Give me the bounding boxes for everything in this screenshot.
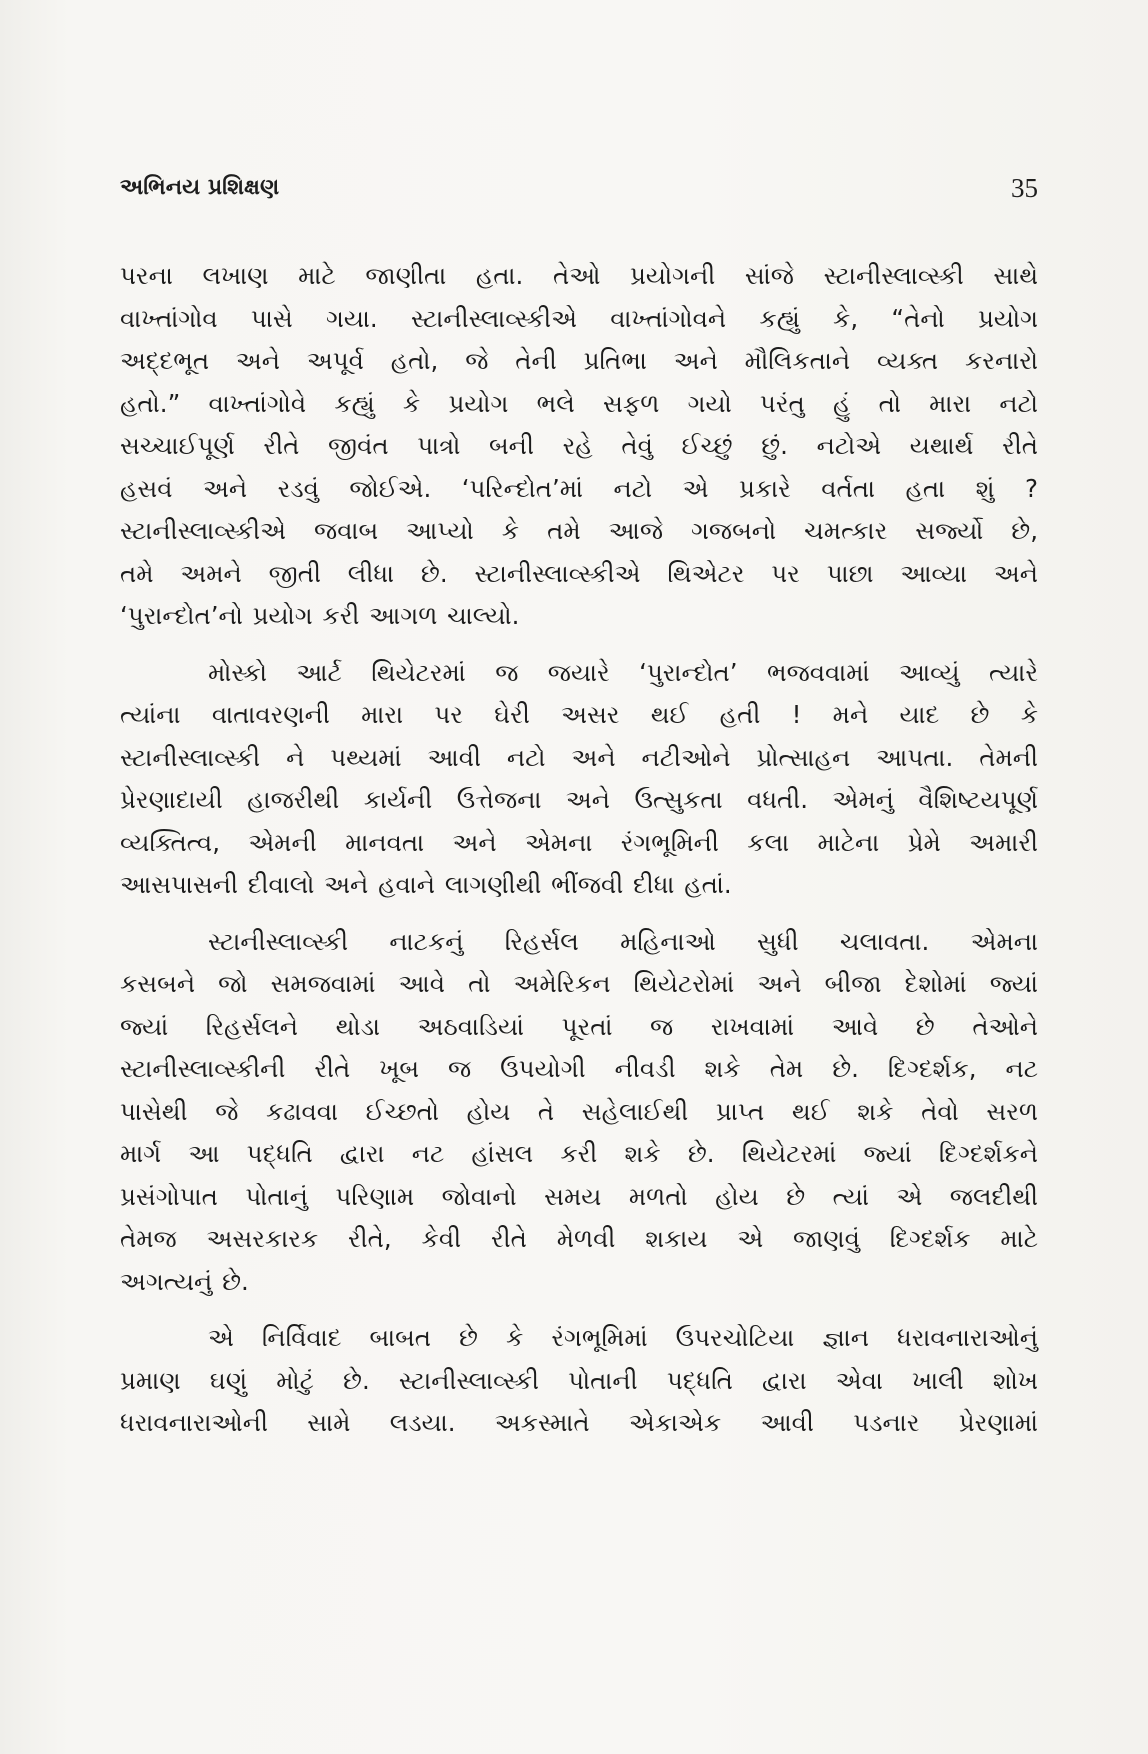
text-line: સ્ટાનીસ્લાવ્સ્કી ને પથ્યમાં આવી નટો અને નટીઓને પ્રોત્સાહન આપતા. તેમની	[120, 742, 1038, 772]
text-line: એ નિર્વિવાદ બાબત છે કે રંગભૂમિમાં ઉપરચોટિયા જ્ઞાન ધરાવનારાઓનું	[208, 1323, 1038, 1352]
text-line: પ્રસંગોપાત પોતાનું પરિણામ જોવાનો સમય મળતો હોય છે ત્યાં એ જલદીથી	[120, 1181, 1038, 1211]
text-line: વાખ્તાંગોવ પાસે ગયા. સ્ટાનીસ્લાવ્સ્કીએ વાખ્તાંગોવને કહ્યું કે, “તેનો પ્રયોગ	[120, 303, 1038, 333]
page-number: 35	[1011, 173, 1038, 203]
text-line: સ્ટાનીસ્લાવ્સ્કી નાટકનું રિહર્સલ મહિનાઓ સુધી ચલાવતા. એમના	[208, 926, 1038, 956]
text-line: વ્યક્તિત્વ, એમની માનવતા અને એમના રંગભૂમિની કલા માટેના પ્રેમે અમારી	[120, 827, 1038, 857]
text-line: પ્રમાણ ઘણું મોટું છે. સ્ટાનીસ્લાવ્સ્કી પોતાની પદ્ધતિ દ્વારા એવા ખાલી શોખ	[120, 1365, 1038, 1395]
text-line: માર્ગ આ પદ્ધતિ દ્વારા નટ હાંસલ કરી શકે છે. થિયેટરમાં જ્યાં દિગ્દર્શકને	[120, 1139, 1038, 1168]
body-text	[120, 255, 1038, 1459]
running-title: અભિનય પ્રશિક્ષણ	[120, 175, 280, 200]
text-line: સચ્ચાઈપૂર્ણ રીતે જીવંત પાત્રો બની રહે તેવું ઈચ્છું છું. નટોએ યથાર્થ રીતે	[120, 431, 1038, 460]
paragraph-2	[120, 652, 1038, 907]
text-line: હસવં અને રડવું જોઈએ. ‘પરિન્દોત’માં નટો એ પ્રકારે વર્તતા હતા શું ?	[120, 473, 1038, 503]
paragraph-4	[120, 1317, 1038, 1445]
text-line: ત્યાંના વાતાવરણની મારા પર ઘેરી અસર થઈ હતી ! મને યાદ છે કે	[120, 700, 1038, 729]
text-line: અદ્દભૂત અને અપૂર્વ હતો, જે તેની પ્રતિભા અને મૌલિકતાને વ્યક્ત કરનારો	[120, 346, 1038, 375]
text-line: પાસેથી જે કઢાવવા ઈચ્છતો હોય તે સહેલાઈથી પ્રાપ્ત થઈ શકે તેવો સરળ	[120, 1096, 1038, 1126]
text-line: પ્રેરણાદાયી હાજરીથી કાર્યની ઉત્તેજના અને ઉત્સુકતા વધતી. એમનું વૈશિષ્ટયપૂર્ણ	[120, 785, 1038, 814]
text-line: ધરાવનારાઓની સામે લડયા. અકસ્માતે એકાએક આવી પડનાર પ્રેરણામાં	[120, 1408, 1038, 1437]
paragraph-1	[120, 255, 1038, 638]
text-line: હતો.” વાખ્તાંગોવે કહ્યું કે પ્રયોગ ભલે સફળ ગયો પરંતુ હું તો મારા નટો	[120, 388, 1038, 418]
text-line: સ્ટાનીસ્લાવ્સ્કીની રીતે ખૂબ જ ઉપયોગી નીવડી શકે તેમ છે. દિગ્દર્શક, નટ	[120, 1054, 1038, 1083]
text-line: પરના લખાણ માટે જાણીતા હતા. તેઓ પ્રયોગની સાંજે સ્ટાનીસ્લાવ્સ્કી સાથે	[120, 261, 1038, 290]
page-header	[120, 172, 1038, 212]
text-line: તેમજ અસરકારક રીતે, કેવી રીતે મેળવી શકાય એ જાણવું દિગ્દર્શક માટે	[120, 1224, 1038, 1253]
text-line: અગત્યનું છે.	[120, 1266, 249, 1296]
text-line: તમે અમને જીતી લીધા છે. સ્ટાનીસ્લાવ્સ્કીએ થિએટર પર પાછા આવ્યા અને	[120, 558, 1038, 588]
text-line: ‘પુરાન્દોત’નો પ્રયોગ કરી આગળ ચાલ્યો.	[120, 601, 520, 630]
text-line: મોસ્કો આર્ટ થિયેટરમાં જ જયારે ‘પુરાન્દોત’ ભજવવામાં આવ્યું ત્યારે	[208, 657, 1038, 687]
text-line: જ્યાં રિહર્સલને થોડા અઠવાડિયાં પૂરતાં જ રાખવામાં આવે છે તેઓને	[120, 1011, 1038, 1041]
paragraph-3	[120, 921, 1038, 1304]
text-line: સ્ટાનીસ્લાવ્સ્કીએ જવાબ આપ્યો કે તમે આજે ગજબનો ચમત્કાર સર્જ્યો છે,	[120, 516, 1038, 545]
text-line: આસપાસની દીવાલો અને હવાને લાગણીથી ભીંજવી દીધા હતાં.	[120, 870, 732, 899]
text-line: કસબને જો સમજવામાં આવે તો અમેરિકન થિયેટરોમાં અને બીજા દેશોમાં જ્યાં	[120, 969, 1038, 998]
